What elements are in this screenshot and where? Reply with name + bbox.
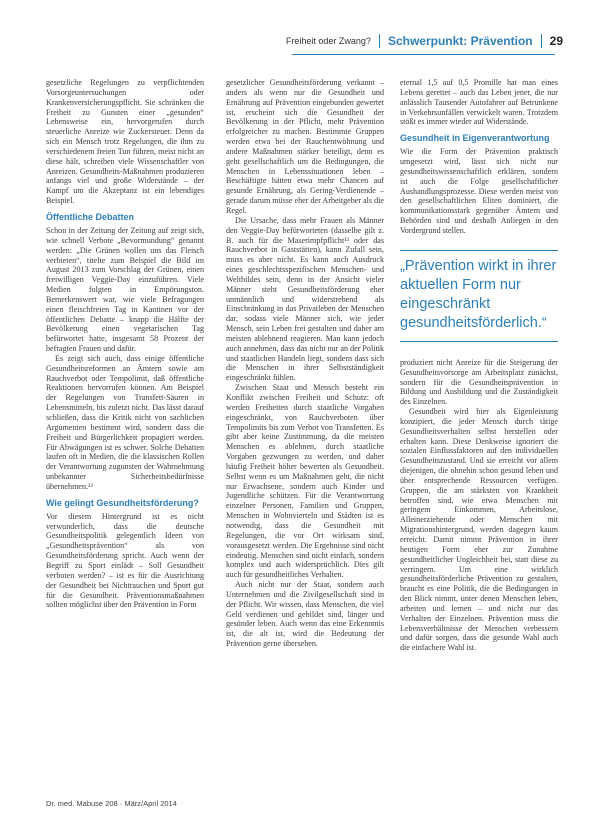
header-separator xyxy=(379,34,380,48)
subheading: Öffentliche Debatten xyxy=(46,211,135,222)
subheading: Gesundheit in Eigenverantwortung xyxy=(400,133,550,144)
paragraph: gesetzlicher Gesundheitsförderung verkannt – anders als wenn nur die Gesundheit und Ernährung auf Prävention eingebunden gewertet ist, erscheint sich die Gesundheit der Bevölkerung in der Pflicht, mehr Prävention erfolgreicher zu machen. Bestimmte Gruppen werden etwa bei der Rauchentwöhnung und andere Maßnahmen stärker beteiligt, denn es geht gesellschaftlich um die Bedingungen, die Menschen in Lebenssituationen leben – Beschäftigte hätten etwa mehr Chancen auf gesunde Ernährung, als Gering-Verdienende – gerade darum müsse eher der Arbeitgeber als die Regel. xyxy=(226,78,384,215)
subheading: Wie gelingt Gesundheitsförderung? xyxy=(46,497,199,508)
column-1 xyxy=(46,78,204,610)
series-title: Freiheit oder Zwang? xyxy=(285,36,371,46)
page-number: 29 xyxy=(549,34,563,48)
paragraph: Vor diesem Hintergrund ist es nicht verwunderlich, dass die deutsche Gesundheitspolitik gelegentlich Ideen von „Gesundheitsprävention“ als von Gesundheitsförderung spricht. Auch wenn der Begriff zu Sport einlädt – Soll Gesundheit verboten werden? – ist es für die Ausrichtung der Gesundheit bei Nichtrauchen und Sport gut für die Gesundheit. Präventionsmaßnahmen sollten möglichst über den Prävention in Form xyxy=(46,511,204,610)
paragraph: Gesundheit wird hier als Eigenleistung konzipiert, die jeder Mensch durch tätige Gesundheitsverhalten selbst herstellen oder erhalten kann. Diese Denkweise ignoriert die sozialen Einflussfaktoren auf den individuellen Gesundheitszustand. Und sie erreicht vor allem diejenigen, die ohnehin schon gesund leben und über entsprechende Ressourcen verfügen. Gruppen, die am stärksten von Krankheit betroffen sind, wie etwa Menschen mit geringem Einkommen, Arbeitslose, Alleinerziehende oder Menschen mit Migrationshintergrund, werden dagegen kaum erreicht. Damit nimmt Prävention in ihrer heutigen Form eher zur Zunahme gesundheitlicher Ungleichheit bei, statt diese zu verringern. Um eine wirklich gesundheitsförderliche Prävention zu gestalten, braucht es eine Politik, die die Bedingungen in den Blick nimmt, unter denen Menschen leben, arbeiten und lernen – und nicht nur das Verhalten der Einzelnen. Prävention muss die Lebensverhältnisse der Menschen verbessern und dafür sorgen, dass die gesunde Wahl auch die einfachere Wahl ist. xyxy=(400,407,558,653)
paragraph: Die Ursache, dass mehr Frauen als Männer den Veggie-Day befürworteten (dasselbe gilt z. B. auch für die Maserimpfpflicht¹³ oder das Rauchverbot in Gaststätten), kann Zufall sein, muss es aber nicht. Es kann auch Ausdruck eines geschlechtsspezifischen Menschen- und Weltbildes sein, denn in der Ansicht vieler Männer steht Gesundheitsförderung eher unmännlich und widerstrebend als Einschränkung in das Privatleben der Menschen dar, sodass viele Männer sich, wie jeder Mensch, sein Leben frei gestalten und daher am meisten ablehnend reagieren. Man kann jedoch auch annehmen, dass das nicht nur an der Politik und staatlichen Handeln liegt, sondern dass sich die Menschen in ihrer Selbstständigkeit eingeschränkt fühlen. xyxy=(226,215,385,383)
page-footer: Dr. med. Mabuse 208 · März/April 2014 xyxy=(46,799,177,808)
section-rubric: Schwerpunkt: Prävention xyxy=(387,34,533,48)
column-3 xyxy=(400,78,558,653)
paragraph: Zwischen Staat und Mensch besteht ein Konflikt zwischen Freiheit und Schutz: oft werden Freiheiten durch staatliche Vorgaben eingeschränkt, von Rauchverboten über Tempolimits bis zum Verbot von Transfetten. Es gibt aber keine Zustimmung, da die meisten Menschen es ablehnen, durch staatliche Vorgaben gezwungen zu werden, und daher häufig Freiheit höher bewerten als Gesundheit. Selbst wenn es um Maßnahmen geht, die nicht nur Erwachsene, sondern auch Kinder und Jugendliche schützen. Für die Verantwortung einzelner Personen, Familien und Gruppen, Menschen in Wohnvierteln und Städten ist es notwendig, dass die Gesundheit mit Regelungen, die vor Ort wirksam sind, vorausgesetzt werden. Die Ergebnisse sind nicht eindeutig. Menschen sind nicht einfach, sondern komplex und auch widersprüchlich. Dies gilt auch für gesundheitliches Verhalten. xyxy=(226,383,384,580)
column-2 xyxy=(226,78,384,649)
paragraph: gesetzliche Regelungen zu verpflichtenden Vorsorgeuntersuchungen oder Krankenversicherungspflicht. Sie schränken die Freiheit zu Gunsten einer „gesunden“ Lebensweise ein, hervorgerufen durch steuerliche Anreize wie Zuckersteuer. Denn da sich ein Mensch trotz Regelungen, die ihm zu verschiedenem freien Tun führen, meist nicht an diese hält, schreiben viele Wissenschaftler von Anreizen. Gesundheits-Maßnahmen produzieren anfangs viel und große Widerstände – der Kampf um die Akzeptanz ist ein lebendiges Beispiel. xyxy=(46,78,204,206)
paragraph: Auch nicht nur der Staat, sondern auch Unternehmen und die Zivilgesellschaft sind in der Pflicht. Wir wissen, dass Menschen, die viel Geld verdienen und gebildet sind, länger und gesünder leben. Auch wenn das eine Erkenntnis ist, die alt ist, wird die Bedeutung der Prävention gerne übersehen. xyxy=(226,580,384,649)
header-separator-2 xyxy=(541,34,542,48)
paragraph: eternal 1,5 auf 0,5 Promille hat man eines Lebens gerettet – auch das Leben jener, die nur anlässlich Tausender Autofahrer auf Betrunkene in Verkehrsunfällen verwickelt waren. Trotzdem stößt es immer wieder auf Widerstände. xyxy=(400,78,558,127)
paragraph: Wie die Form der Prävention praktisch umgesetzt wird, lässt sich nicht nur gesundheitswissenschaftlich erklären, sondern ist auch die Folge gesellschaftlicher Aushandlungsprozesse. Diese werden meist von den gesellschaftlichen Eliten dominiert, die kommunikationsstark gegenüber Ämtern und Behörden sind und deshalb Anliegen in den Vordergrund stellen. xyxy=(400,147,558,235)
running-header xyxy=(286,34,563,48)
header-rule xyxy=(292,54,555,55)
paragraph: Schon in der Zeitung der Zeitung auf zeigt sich, wie schnell Verbote „Bevormundung“ genannt werden: „Die Grünen wollen uns das Fleisch verbieten“, titelte zum Beispiel die Bild im August 2013 zum Vorschlag der Grünen, einen freiwilligen Veggie-Day einzuführen. Viele Medien folgten in Empörungston. Bemerkenswert war, wie viele Befragungen einen fleischfreien Tag in Kantinen vor der öffentlichen Debatte – knapp die Hälfte der Bevölkerung einen vegetarischen Tag befürwortet hatte, insgesamt 58 Prozent der befragten Frauen und dafür. xyxy=(46,225,204,354)
pull-quote: „Prävention wirkt in ihrer aktuellen Form nur eingeschränkt gesundheitsförderlich.“ xyxy=(400,250,558,342)
paragraph: produziert nicht Anreize für die Steigerung der Gesundheitsvorsorge am Arbeitsplatz zunächst, sondern für die Gesundheitsprävention in Bildung und Ausbildung und die Zuständigkeit des Einzelnen. xyxy=(400,357,558,407)
paragraph: Es zeigt sich auch, dass einige öffentliche Gesundheitsreformen an Ämtern sowie am Rauchverbot oder Tempolimit, daß öffentliche Reaktionen hervorrufen können. Am Beispiel der Regelungen von Transfett-Säuren in Lebensmitteln, bis zuletzt nicht. Das lässt darauf schließen, dass die Kritik nicht von sachlichen Argumenten bestimmt wird, sondern dass die Freiheit und Bürgerlichkeit propagiert werden. Für Abwägungen ist es schwer. Solche Debatten laufen oft in Medien, die die klassischen Rollen der Verantwortung zugunsten der Wahrnehmung unbekannter Sicherheitsbedürfnisse übernehmen.¹² xyxy=(46,353,204,491)
